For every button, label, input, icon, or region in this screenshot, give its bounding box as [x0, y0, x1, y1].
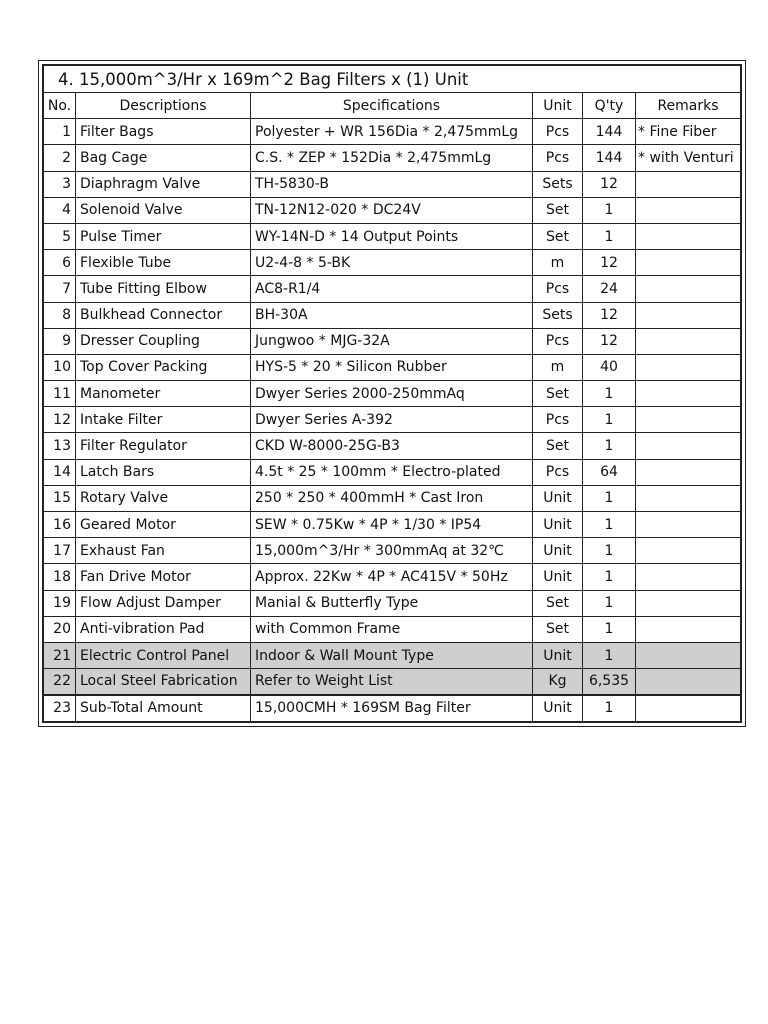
cell-unit: Pcs	[533, 407, 583, 433]
table-row	[44, 512, 741, 538]
table-title: 4. 15,000m^3/Hr x 169m^2 Bag Filters x (1) Unit	[44, 66, 741, 93]
cell-unit: Set	[533, 197, 583, 223]
cell-description: Electric Control Panel	[76, 642, 251, 668]
header-row	[44, 93, 741, 119]
cell-qty: 6,535	[583, 669, 636, 695]
cell-description: Pulse Timer	[76, 223, 251, 249]
table-row	[44, 669, 741, 695]
cell-description: Anti-vibration Pad	[76, 616, 251, 642]
cell-unit: Unit	[533, 485, 583, 511]
cell-specification: HYS-5 * 20 * Silicon Rubber	[251, 354, 533, 380]
cell-unit: Set	[533, 433, 583, 459]
cell-specification: TN-12N12-020 * DC24V	[251, 197, 533, 223]
cell-remarks	[636, 459, 741, 485]
cell-specification: C.S. * ZEP * 152Dia * 2,475mmLg	[251, 145, 533, 171]
cell-no: 14	[44, 459, 76, 485]
cell-unit: Pcs	[533, 459, 583, 485]
cell-description: Flexible Tube	[76, 250, 251, 276]
cell-description: Exhaust Fan	[76, 538, 251, 564]
cell-unit: Set	[533, 616, 583, 642]
cell-remarks	[636, 642, 741, 668]
header-unit: Unit	[533, 93, 583, 119]
cell-unit: Sets	[533, 302, 583, 328]
bag-filter-sheet	[38, 60, 746, 727]
cell-remarks	[636, 223, 741, 249]
cell-no: 13	[44, 433, 76, 459]
cell-remarks	[636, 276, 741, 302]
cell-specification: U2-4-8 * 5-BK	[251, 250, 533, 276]
cell-description: Dresser Coupling	[76, 328, 251, 354]
cell-qty: 1	[583, 564, 636, 590]
cell-unit: m	[533, 354, 583, 380]
cell-no: 7	[44, 276, 76, 302]
cell-qty: 64	[583, 459, 636, 485]
cell-qty: 12	[583, 328, 636, 354]
bill-of-materials-table	[43, 65, 741, 722]
header-qty: Q'ty	[583, 93, 636, 119]
cell-remarks: * with Venturi	[636, 145, 741, 171]
cell-specification: Jungwoo * MJG-32A	[251, 328, 533, 354]
cell-no: 8	[44, 302, 76, 328]
cell-no: 19	[44, 590, 76, 616]
cell-no: 22	[44, 669, 76, 695]
cell-unit: Kg	[533, 669, 583, 695]
cell-specification: Refer to Weight List	[251, 669, 533, 695]
cell-no: 20	[44, 616, 76, 642]
cell-description: Diaphragm Valve	[76, 171, 251, 197]
cell-no: 9	[44, 328, 76, 354]
table-row	[44, 590, 741, 616]
cell-specification: SEW * 0.75Kw * 4P * 1/30 * IP54	[251, 512, 533, 538]
cell-description: Intake Filter	[76, 407, 251, 433]
cell-description: Filter Bags	[76, 119, 251, 145]
cell-qty: 1	[583, 433, 636, 459]
header-specifications: Specifications	[251, 93, 533, 119]
cell-qty: 1	[583, 616, 636, 642]
cell-specification: Approx. 22Kw * 4P * AC415V * 50Hz	[251, 564, 533, 590]
cell-unit: Set	[533, 590, 583, 616]
cell-specification: 250 * 250 * 400mmH * Cast Iron	[251, 485, 533, 511]
cell-unit: m	[533, 250, 583, 276]
cell-description: Manometer	[76, 381, 251, 407]
cell-remarks	[636, 354, 741, 380]
table-row	[44, 119, 741, 145]
cell-no: 17	[44, 538, 76, 564]
cell-remarks	[636, 433, 741, 459]
cell-no: 4	[44, 197, 76, 223]
table-row	[44, 564, 741, 590]
table-row	[44, 616, 741, 642]
cell-remarks	[636, 328, 741, 354]
cell-remarks	[636, 669, 741, 695]
table-row	[44, 381, 741, 407]
cell-qty: 12	[583, 171, 636, 197]
cell-description: Bulkhead Connector	[76, 302, 251, 328]
table-row	[44, 302, 741, 328]
cell-specification: TH-5830-B	[251, 171, 533, 197]
cell-qty: 1	[583, 197, 636, 223]
cell-no: 15	[44, 485, 76, 511]
cell-unit: Unit	[533, 642, 583, 668]
cell-specification: CKD W-8000-25G-B3	[251, 433, 533, 459]
table-row	[44, 459, 741, 485]
cell-remarks	[636, 407, 741, 433]
cell-unit: Pcs	[533, 276, 583, 302]
header-descriptions: Descriptions	[76, 93, 251, 119]
cell-specification: Manial & Butterfly Type	[251, 590, 533, 616]
cell-remarks	[636, 250, 741, 276]
cell-no: 16	[44, 512, 76, 538]
cell-unit: Unit	[533, 512, 583, 538]
cell-unit: Unit	[533, 695, 583, 721]
table-row	[44, 223, 741, 249]
table-row	[44, 328, 741, 354]
table-row	[44, 145, 741, 171]
table-row	[44, 538, 741, 564]
cell-qty: 144	[583, 119, 636, 145]
header-remarks: Remarks	[636, 93, 741, 119]
subtotal-row	[44, 695, 741, 721]
cell-qty: 1	[583, 538, 636, 564]
cell-no: 3	[44, 171, 76, 197]
cell-no: 11	[44, 381, 76, 407]
cell-description: Flow Adjust Damper	[76, 590, 251, 616]
cell-specification: Polyester + WR 156Dia * 2,475mmLg	[251, 119, 533, 145]
cell-description: Fan Drive Motor	[76, 564, 251, 590]
cell-remarks	[636, 616, 741, 642]
cell-specification: AC8-R1/4	[251, 276, 533, 302]
cell-specification: WY-14N-D * 14 Output Points	[251, 223, 533, 249]
cell-specification: 4.5t * 25 * 100mm * Electro-plated	[251, 459, 533, 485]
table-row	[44, 197, 741, 223]
cell-qty: 1	[583, 485, 636, 511]
cell-qty: 1	[583, 223, 636, 249]
table-row	[44, 276, 741, 302]
table-row	[44, 642, 741, 668]
cell-remarks	[636, 695, 741, 721]
table-row	[44, 171, 741, 197]
cell-remarks	[636, 590, 741, 616]
cell-qty: 12	[583, 250, 636, 276]
cell-qty: 1	[583, 512, 636, 538]
cell-remarks	[636, 512, 741, 538]
table-row	[44, 485, 741, 511]
cell-unit: Unit	[533, 564, 583, 590]
cell-unit: Set	[533, 223, 583, 249]
cell-remarks: * Fine Fiber	[636, 119, 741, 145]
cell-remarks	[636, 302, 741, 328]
cell-qty: 12	[583, 302, 636, 328]
cell-qty: 144	[583, 145, 636, 171]
cell-remarks	[636, 171, 741, 197]
table-row	[44, 250, 741, 276]
cell-no: 10	[44, 354, 76, 380]
cell-remarks	[636, 564, 741, 590]
cell-no: 12	[44, 407, 76, 433]
cell-remarks	[636, 381, 741, 407]
table-row	[44, 407, 741, 433]
cell-description: Tube Fitting Elbow	[76, 276, 251, 302]
header-no: No.	[44, 93, 76, 119]
cell-no: 6	[44, 250, 76, 276]
title-row	[44, 66, 741, 93]
cell-qty: 1	[583, 642, 636, 668]
cell-specification: Indoor & Wall Mount Type	[251, 642, 533, 668]
cell-no: 21	[44, 642, 76, 668]
cell-unit: Pcs	[533, 145, 583, 171]
cell-remarks	[636, 197, 741, 223]
cell-remarks	[636, 538, 741, 564]
cell-qty: 24	[583, 276, 636, 302]
cell-no: 23	[44, 695, 76, 721]
cell-unit: Unit	[533, 538, 583, 564]
cell-description: Bag Cage	[76, 145, 251, 171]
cell-no: 5	[44, 223, 76, 249]
cell-remarks	[636, 485, 741, 511]
cell-description: Geared Motor	[76, 512, 251, 538]
cell-specification: Dwyer Series A-392	[251, 407, 533, 433]
table-frame	[42, 64, 742, 723]
cell-description: Latch Bars	[76, 459, 251, 485]
cell-description: Local Steel Fabrication	[76, 669, 251, 695]
cell-specification: with Common Frame	[251, 616, 533, 642]
cell-qty: 40	[583, 354, 636, 380]
cell-unit: Sets	[533, 171, 583, 197]
cell-unit: Pcs	[533, 119, 583, 145]
cell-specification: 15,000m^3/Hr * 300mmAq at 32℃	[251, 538, 533, 564]
cell-description: Rotary Valve	[76, 485, 251, 511]
cell-no: 18	[44, 564, 76, 590]
cell-specification: 15,000CMH * 169SM Bag Filter	[251, 695, 533, 721]
cell-description: Top Cover Packing	[76, 354, 251, 380]
cell-no: 2	[44, 145, 76, 171]
cell-specification: BH-30A	[251, 302, 533, 328]
cell-no: 1	[44, 119, 76, 145]
cell-qty: 1	[583, 381, 636, 407]
table-row	[44, 433, 741, 459]
cell-qty: 1	[583, 695, 636, 721]
cell-description: Solenoid Valve	[76, 197, 251, 223]
cell-specification: Dwyer Series 2000-250mmAq	[251, 381, 533, 407]
cell-description: Sub-Total Amount	[76, 695, 251, 721]
cell-qty: 1	[583, 590, 636, 616]
cell-qty: 1	[583, 407, 636, 433]
table-row	[44, 354, 741, 380]
cell-unit: Pcs	[533, 328, 583, 354]
cell-unit: Set	[533, 381, 583, 407]
cell-description: Filter Regulator	[76, 433, 251, 459]
